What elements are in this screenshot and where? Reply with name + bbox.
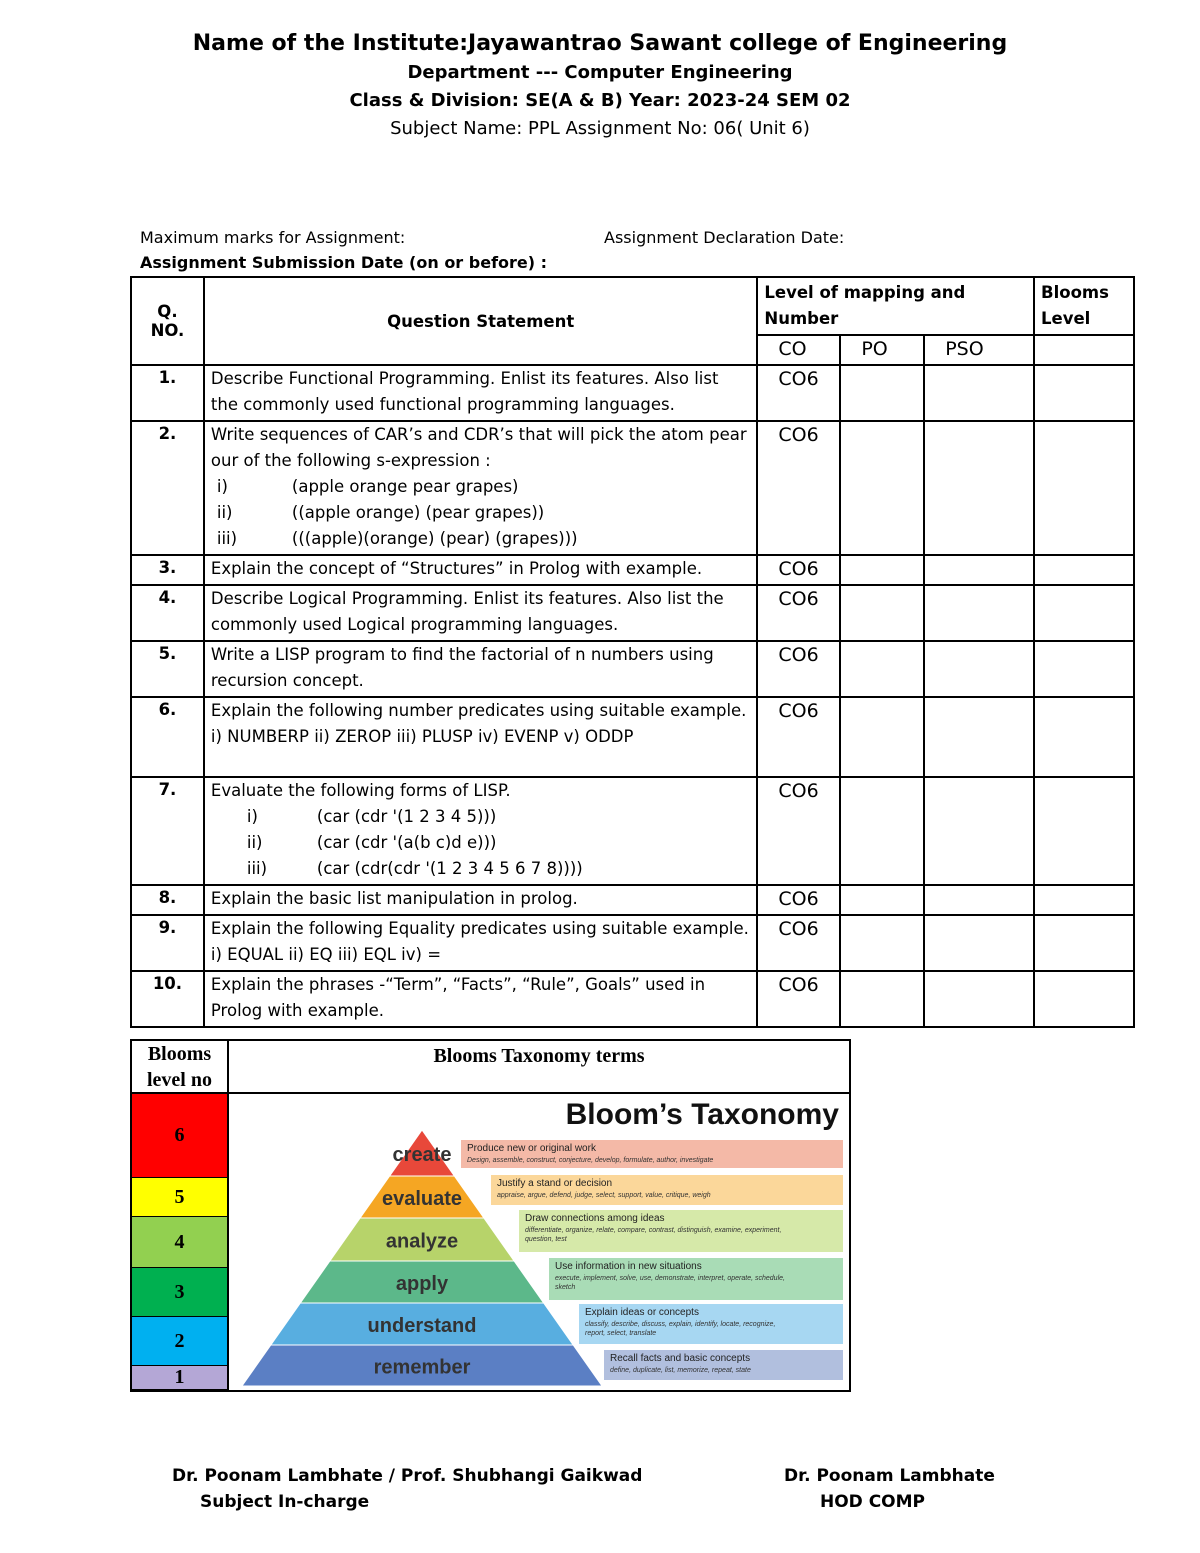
question-number: 1. [131, 365, 204, 421]
tier-word: apply [395, 1273, 449, 1295]
blooms-level-3: 3 [132, 1268, 229, 1317]
blooms-level-6: 6 [132, 1094, 229, 1178]
question-statement [204, 641, 758, 697]
tier-word: understand [367, 1315, 477, 1337]
po-mapping [840, 421, 924, 555]
po-mapping [840, 641, 924, 697]
blooms-level-cell [1034, 555, 1134, 585]
header-co: CO [757, 335, 840, 365]
max-marks-label: Maximum marks for Assignment: [140, 228, 406, 247]
tier-word: evaluate [381, 1188, 463, 1210]
question-subitem [211, 526, 751, 552]
question-statement [204, 555, 758, 585]
tier-verbs: classify, describe, discuss, explain, identify, locate, recognize, report, select, translate [585, 1321, 776, 1337]
question-text: Describe Logical Programming. Enlist its features. Also list the commonly used Logical programming languages. [210, 589, 724, 634]
pso-mapping [924, 885, 1034, 915]
tier-heading: Produce new or original work [467, 1143, 596, 1154]
pso-mapping [924, 365, 1034, 421]
submission-date-label: Assignment Submission Date (on or before) : [140, 253, 548, 272]
co-mapping: CO6 [757, 885, 840, 915]
question-subitem [211, 856, 751, 882]
subject-line: Subject Name: PPL Assignment No: 06( Unit 6) [390, 118, 810, 139]
question-statement [204, 777, 758, 885]
question-subitem [211, 830, 751, 856]
blooms-level-cell [1034, 421, 1134, 555]
subitem-roman: ii) [216, 503, 233, 522]
blooms-level-2: 2 [132, 1317, 229, 1366]
question-text: Evaluate the following forms of LISP. [210, 781, 511, 800]
question-row [131, 421, 1134, 555]
blooms-level-cell [1034, 697, 1134, 777]
subitem-expression: (car (cdr(cdr '(1 2 3 4 5 6 7 8)))) [316, 859, 583, 878]
question-text: Explain the following number predicates using suitable example. [210, 701, 747, 720]
question-statement [204, 585, 758, 641]
pyramid-title: Bloom’s Taxonomy [565, 1098, 839, 1131]
question-row [131, 915, 1134, 971]
blooms-level-5: 5 [132, 1178, 229, 1217]
department-line: Department --- Computer Engineering [407, 62, 793, 83]
co-mapping: CO6 [757, 915, 840, 971]
class-division-line: Class & Division: SE(A & B) Year: 2023-24 SEM 02 [349, 90, 851, 111]
question-text: Explain the concept of “Structures” in Prolog with example. [210, 559, 703, 578]
question-row [131, 585, 1134, 641]
tier-word: analyze [385, 1230, 459, 1253]
tier-word: remember [373, 1356, 471, 1379]
header-pso: PSO [924, 335, 1034, 365]
co-mapping: CO6 [757, 555, 840, 585]
question-text: Describe Functional Programming. Enlist its features. Also list the commonly used functional programming languages. [210, 369, 719, 414]
tier-heading: Use information in new situations [555, 1261, 702, 1272]
po-mapping [840, 885, 924, 915]
subitem-expression: (((apple)(orange) (pear) (grapes))) [291, 529, 578, 548]
subitem-expression: (car (cdr '(1 2 3 4 5))) [316, 807, 497, 826]
pso-mapping [924, 697, 1034, 777]
subitem-roman: i) [246, 807, 258, 826]
co-mapping: CO6 [757, 971, 840, 1027]
po-mapping [840, 697, 924, 777]
question-statement [204, 365, 758, 421]
subitem-roman: iii) [246, 859, 268, 878]
hod-name: Dr. Poonam Lambhate [784, 1466, 995, 1486]
question-table [130, 276, 1135, 1028]
question-number: 9. [131, 915, 204, 971]
hod-role: HOD COMP [820, 1492, 926, 1512]
header-blank [1034, 335, 1134, 365]
blooms-level-1: 1 [132, 1366, 229, 1390]
blooms-level-cell [1034, 777, 1134, 885]
tier-verbs: appraise, argue, defend, judge, select, support, value, critique, weigh [497, 1192, 711, 1199]
po-mapping [840, 971, 924, 1027]
blooms-level-cell [1034, 365, 1134, 421]
pso-mapping [924, 915, 1034, 971]
question-row [131, 885, 1134, 915]
question-row [131, 971, 1134, 1027]
question-row [131, 641, 1134, 697]
question-statement [204, 971, 758, 1027]
tier-heading: Draw connections among ideas [525, 1213, 665, 1224]
question-text: Explain the basic list manipulation in prolog. [210, 889, 578, 908]
subitem-expression: (car (cdr '(a(b c)d e))) [316, 833, 497, 852]
tier-verbs: Design, assemble, construct, conjecture, develop, formulate, author, investigate [467, 1157, 714, 1164]
pso-mapping [924, 555, 1034, 585]
subject-incharge-role: Subject In-charge [200, 1492, 370, 1512]
question-subitem [211, 804, 751, 830]
blooms-level-header: Blooms level no [132, 1041, 229, 1094]
question-number: 4. [131, 585, 204, 641]
question-row [131, 697, 1134, 777]
institute-title: Name of the Institute:Jayawantrao Sawant college of Engineering [192, 31, 1008, 56]
co-mapping: CO6 [757, 697, 840, 777]
blooms-level-cell [1034, 585, 1134, 641]
question-number: 7. [131, 777, 204, 885]
tier-verbs: define, duplicate, list, memorize, repeat, state [610, 1367, 751, 1374]
question-text: Write a LISP program to find the factorial of n numbers using recursion concept. [210, 645, 714, 690]
header-blooms-level: Blooms Level [1034, 277, 1134, 335]
question-row [131, 365, 1134, 421]
po-mapping [840, 555, 924, 585]
question-number: 2. [131, 421, 204, 555]
subitem-roman: ii) [246, 833, 263, 852]
co-mapping: CO6 [757, 365, 840, 421]
tier-word: create [392, 1144, 452, 1166]
pso-mapping [924, 421, 1034, 555]
header-mapping: Level of mapping and Number [757, 277, 1034, 335]
blooms-terms-header: Blooms Taxonomy terms [229, 1041, 849, 1094]
co-mapping: CO6 [757, 585, 840, 641]
po-mapping [840, 915, 924, 971]
po-mapping [840, 585, 924, 641]
subitem-expression: (apple orange pear grapes) [291, 477, 519, 496]
question-statement [204, 915, 758, 971]
blooms-level-cell [1034, 915, 1134, 971]
question-number: 6. [131, 697, 204, 777]
blooms-level-4: 4 [132, 1217, 229, 1268]
blooms-taxonomy-pyramid [229, 1094, 849, 1390]
co-mapping: CO6 [757, 777, 840, 885]
pso-mapping [924, 585, 1034, 641]
co-mapping: CO6 [757, 641, 840, 697]
question-statement [204, 421, 758, 555]
question-text: Explain the phrases -“Term”, “Facts”, “Rule”, Goals” used in Prolog with example. [210, 975, 706, 1020]
subitem-roman: iii) [216, 529, 238, 548]
tier-heading: Recall facts and basic concepts [610, 1353, 751, 1364]
header-po: PO [840, 335, 924, 365]
question-text: Explain the following Equality predicates using suitable example. i) EQUAL ii) EQ iii) EQL iv) = [210, 919, 749, 964]
question-subitem [211, 474, 751, 500]
declaration-date-label: Assignment Declaration Date: [604, 228, 845, 247]
question-row [131, 555, 1134, 585]
question-number: 5. [131, 641, 204, 697]
blooms-level-cell [1034, 641, 1134, 697]
tier-heading: Explain ideas or concepts [585, 1307, 699, 1318]
question-number: 10. [131, 971, 204, 1027]
question-row [131, 777, 1134, 885]
subitem-roman: i) [216, 477, 228, 496]
blooms-table [130, 1039, 851, 1392]
question-subitem [211, 500, 751, 526]
pso-mapping [924, 971, 1034, 1027]
header-question-statement: Question Statement [204, 277, 758, 365]
question-number: 8. [131, 885, 204, 915]
question-number: 3. [131, 555, 204, 585]
question-text: Write sequences of CAR’s and CDR’s that will pick the atom pear our of the following s-expression : [210, 425, 747, 470]
subject-incharge-name: Dr. Poonam Lambhate / Prof. Shubhangi Gaikwad [172, 1466, 643, 1486]
question-statement [204, 885, 758, 915]
question-statement [204, 697, 758, 777]
co-mapping: CO6 [757, 421, 840, 555]
tier-verbs: execute, implement, solve, use, demonstrate, interpret, operate, schedule, sketch [555, 1275, 785, 1291]
pso-mapping [924, 641, 1034, 697]
po-mapping [840, 777, 924, 885]
tier-heading: Justify a stand or decision [497, 1178, 613, 1189]
header-qno: Q. NO. [131, 277, 204, 365]
po-mapping [840, 365, 924, 421]
blooms-level-cell [1034, 971, 1134, 1027]
blooms-level-cell [1034, 885, 1134, 915]
subitem-expression: ((apple orange) (pear grapes)) [291, 503, 545, 522]
pso-mapping [924, 777, 1034, 885]
question-extra: i) NUMBERP ii) ZEROP iii) PLUSP iv) EVENP v) ODDP [210, 727, 634, 746]
tier-verbs: differentiate, organize, relate, compare, contrast, distinguish, examine, experiment, question, test [525, 1227, 782, 1243]
